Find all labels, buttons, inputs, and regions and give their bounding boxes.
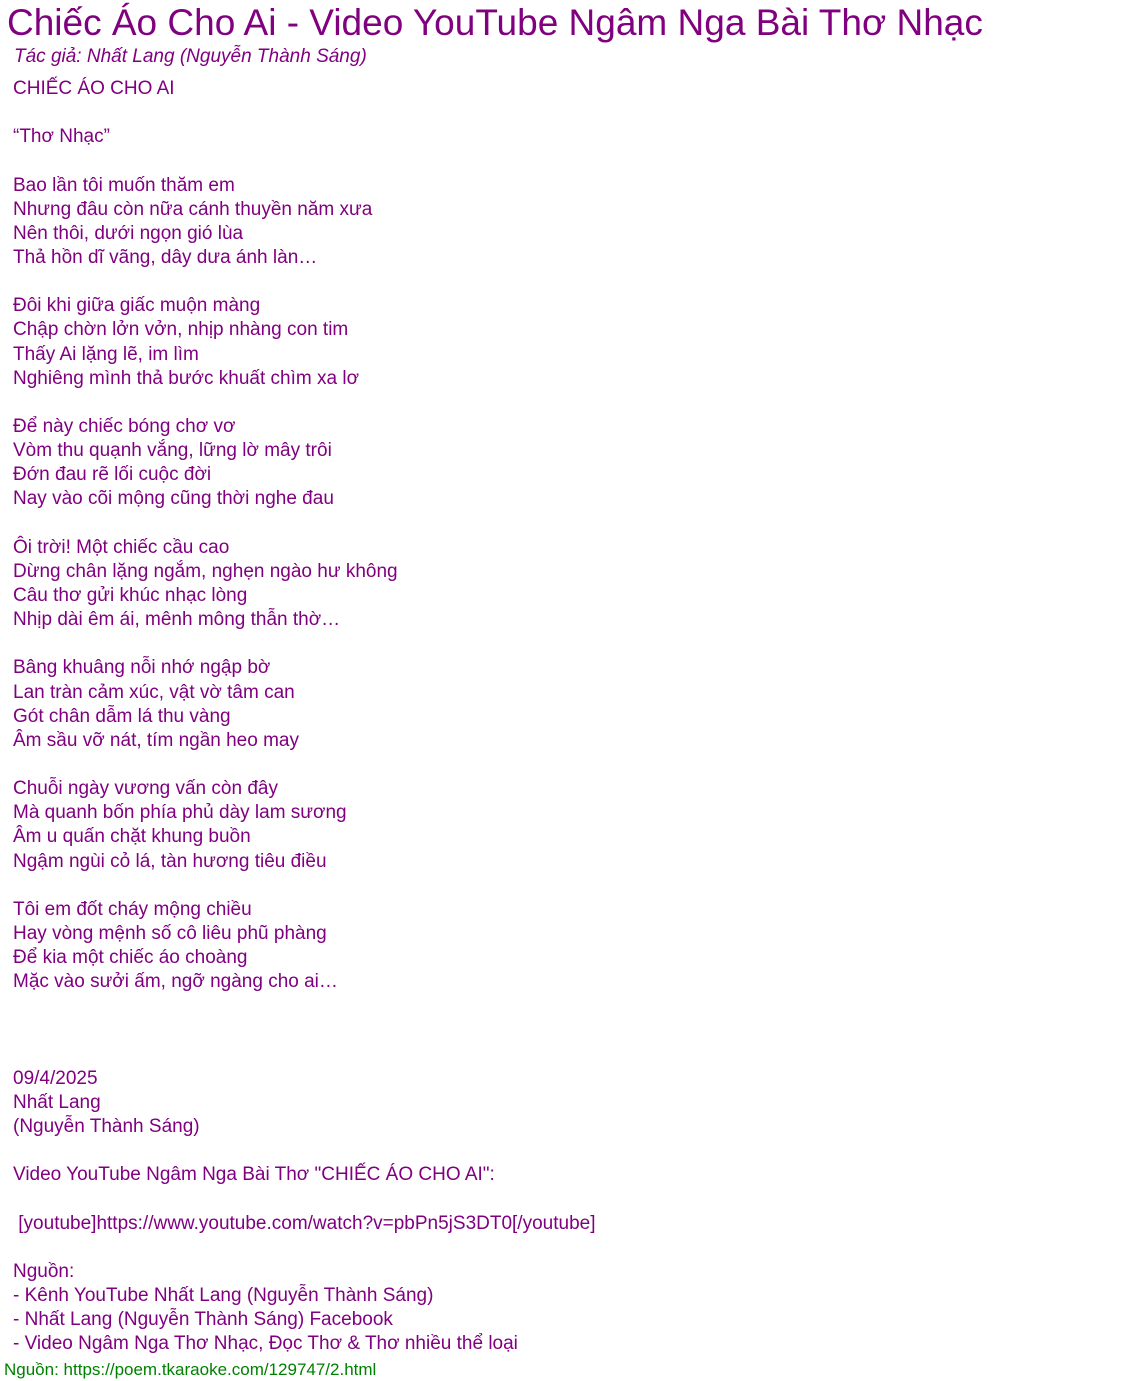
poem-line: Âm sầu vỡ nát, tím ngần heo may	[13, 729, 299, 751]
blank-line	[13, 1139, 595, 1163]
poem-content	[13, 77, 595, 1356]
blank-line	[13, 632, 595, 656]
poem-line: Nhịp dài êm ái, mênh mông thẫn thờ…	[13, 609, 341, 631]
poem-line: Lan tràn cảm xúc, vật vờ tâm can	[13, 681, 295, 703]
poem-line: Hay vòng mệnh số cô liêu phũ phàng	[13, 922, 327, 944]
blank-line	[13, 874, 595, 898]
poem-line: Thả hồn dĩ vãng, dây dưa ánh làn…	[13, 246, 318, 268]
blank-line	[13, 1187, 595, 1211]
poem-line: Để này chiếc bóng chơ vơ	[13, 415, 236, 437]
blank-line	[13, 1236, 595, 1260]
signature-name: Nhất Lang	[13, 1091, 101, 1113]
poem-line: Chập chờn lởn vởn, nhịp nhàng con tim	[13, 319, 349, 341]
poem-line: Dừng chân lặng ngắm, nghẹn ngào hư không	[13, 560, 398, 582]
poem-line: Để kia một chiếc áo choàng	[13, 947, 248, 969]
poem-line: Tôi em đốt cháy mộng chiều	[13, 898, 252, 920]
blank-line	[13, 1043, 595, 1067]
date-line: 09/4/2025	[13, 1067, 98, 1089]
poem-line: Đớn đau rẽ lối cuộc đời	[13, 464, 212, 486]
poem-line: Nhưng đâu còn nữa cánh thuyền năm xưa	[13, 198, 373, 220]
source-item: - Nhất Lang (Nguyễn Thành Sáng) Facebook	[13, 1309, 393, 1331]
author-line: Tác giả: Nhất Lang (Nguyễn Thành Sáng)	[14, 46, 367, 67]
signature-fullname: (Nguyễn Thành Sáng)	[13, 1116, 200, 1138]
source-item: - Video Ngâm Nga Thơ Nhạc, Đọc Thơ & Thơ nhiều thể loại	[13, 1333, 518, 1355]
poem-line: Nay vào cõi mộng cũng thời nghe đau	[13, 488, 334, 510]
poem-line: Đôi khi giữa giấc muộn màng	[13, 295, 261, 317]
poem-line: Nên thôi, dưới ngọn gió lùa	[13, 222, 244, 244]
poem-line: Mà quanh bốn phía phủ dày lam sương	[13, 802, 347, 824]
blank-line	[13, 391, 595, 415]
blank-line	[13, 101, 595, 125]
blank-line	[13, 994, 595, 1018]
blank-line	[13, 512, 595, 536]
poem-line: Ngậm ngùi cỏ lá, tàn hương tiêu điều	[13, 850, 327, 872]
blank-line	[13, 270, 595, 294]
poem-line: Câu thơ gửi khúc nhạc lòng	[13, 584, 248, 606]
poem-line: Vòm thu quạnh vắng, lững lờ mây trôi	[13, 440, 332, 462]
blank-line	[13, 1018, 595, 1042]
poem-line: “Thơ Nhạc”	[13, 126, 110, 148]
poem-line: Thấy Ai lặng lẽ, im lìm	[13, 343, 199, 365]
poem-line: CHIẾC ÁO CHO AI	[13, 78, 175, 99]
page-title: Chiếc Áo Cho Ai - Video YouTube Ngâm Nga Bài Thơ Nhạc	[7, 2, 983, 43]
poem-line: Chuỗi ngày vương vấn còn đây	[13, 778, 278, 800]
poem-line: Ôi trời! Một chiếc cầu cao	[13, 536, 230, 558]
poem-line: Mặc vào sưởi ấm, ngỡ ngàng cho ai…	[13, 971, 338, 993]
source-footer: Nguồn: https://poem.tkaraoke.com/129747/2.html	[4, 1360, 377, 1379]
poem-line: Gót chân dẫm lá thu vàng	[13, 705, 231, 727]
sources-heading: Nguồn:	[13, 1260, 75, 1282]
source-item: - Kênh YouTube Nhất Lang (Nguyễn Thành Sáng)	[13, 1285, 434, 1307]
poem-line: Bao lần tôi muốn thăm em	[13, 174, 235, 196]
video-heading: Video YouTube Ngâm Nga Bài Thơ "CHIẾC ÁO CHO AI":	[13, 1164, 495, 1186]
blank-line	[13, 149, 595, 173]
blank-line	[13, 753, 595, 777]
poem-line: Âm u quấn chặt khung buồn	[13, 826, 251, 848]
poem-line: Bâng khuâng nỗi nhớ ngập bờ	[13, 657, 271, 679]
youtube-embed-text: [youtube]https://www.youtube.com/watch?v=pbPn5jS3DT0[/youtube]	[13, 1212, 596, 1234]
poem-line: Nghiêng mình thả bước khuất chìm xa lơ	[13, 367, 360, 389]
